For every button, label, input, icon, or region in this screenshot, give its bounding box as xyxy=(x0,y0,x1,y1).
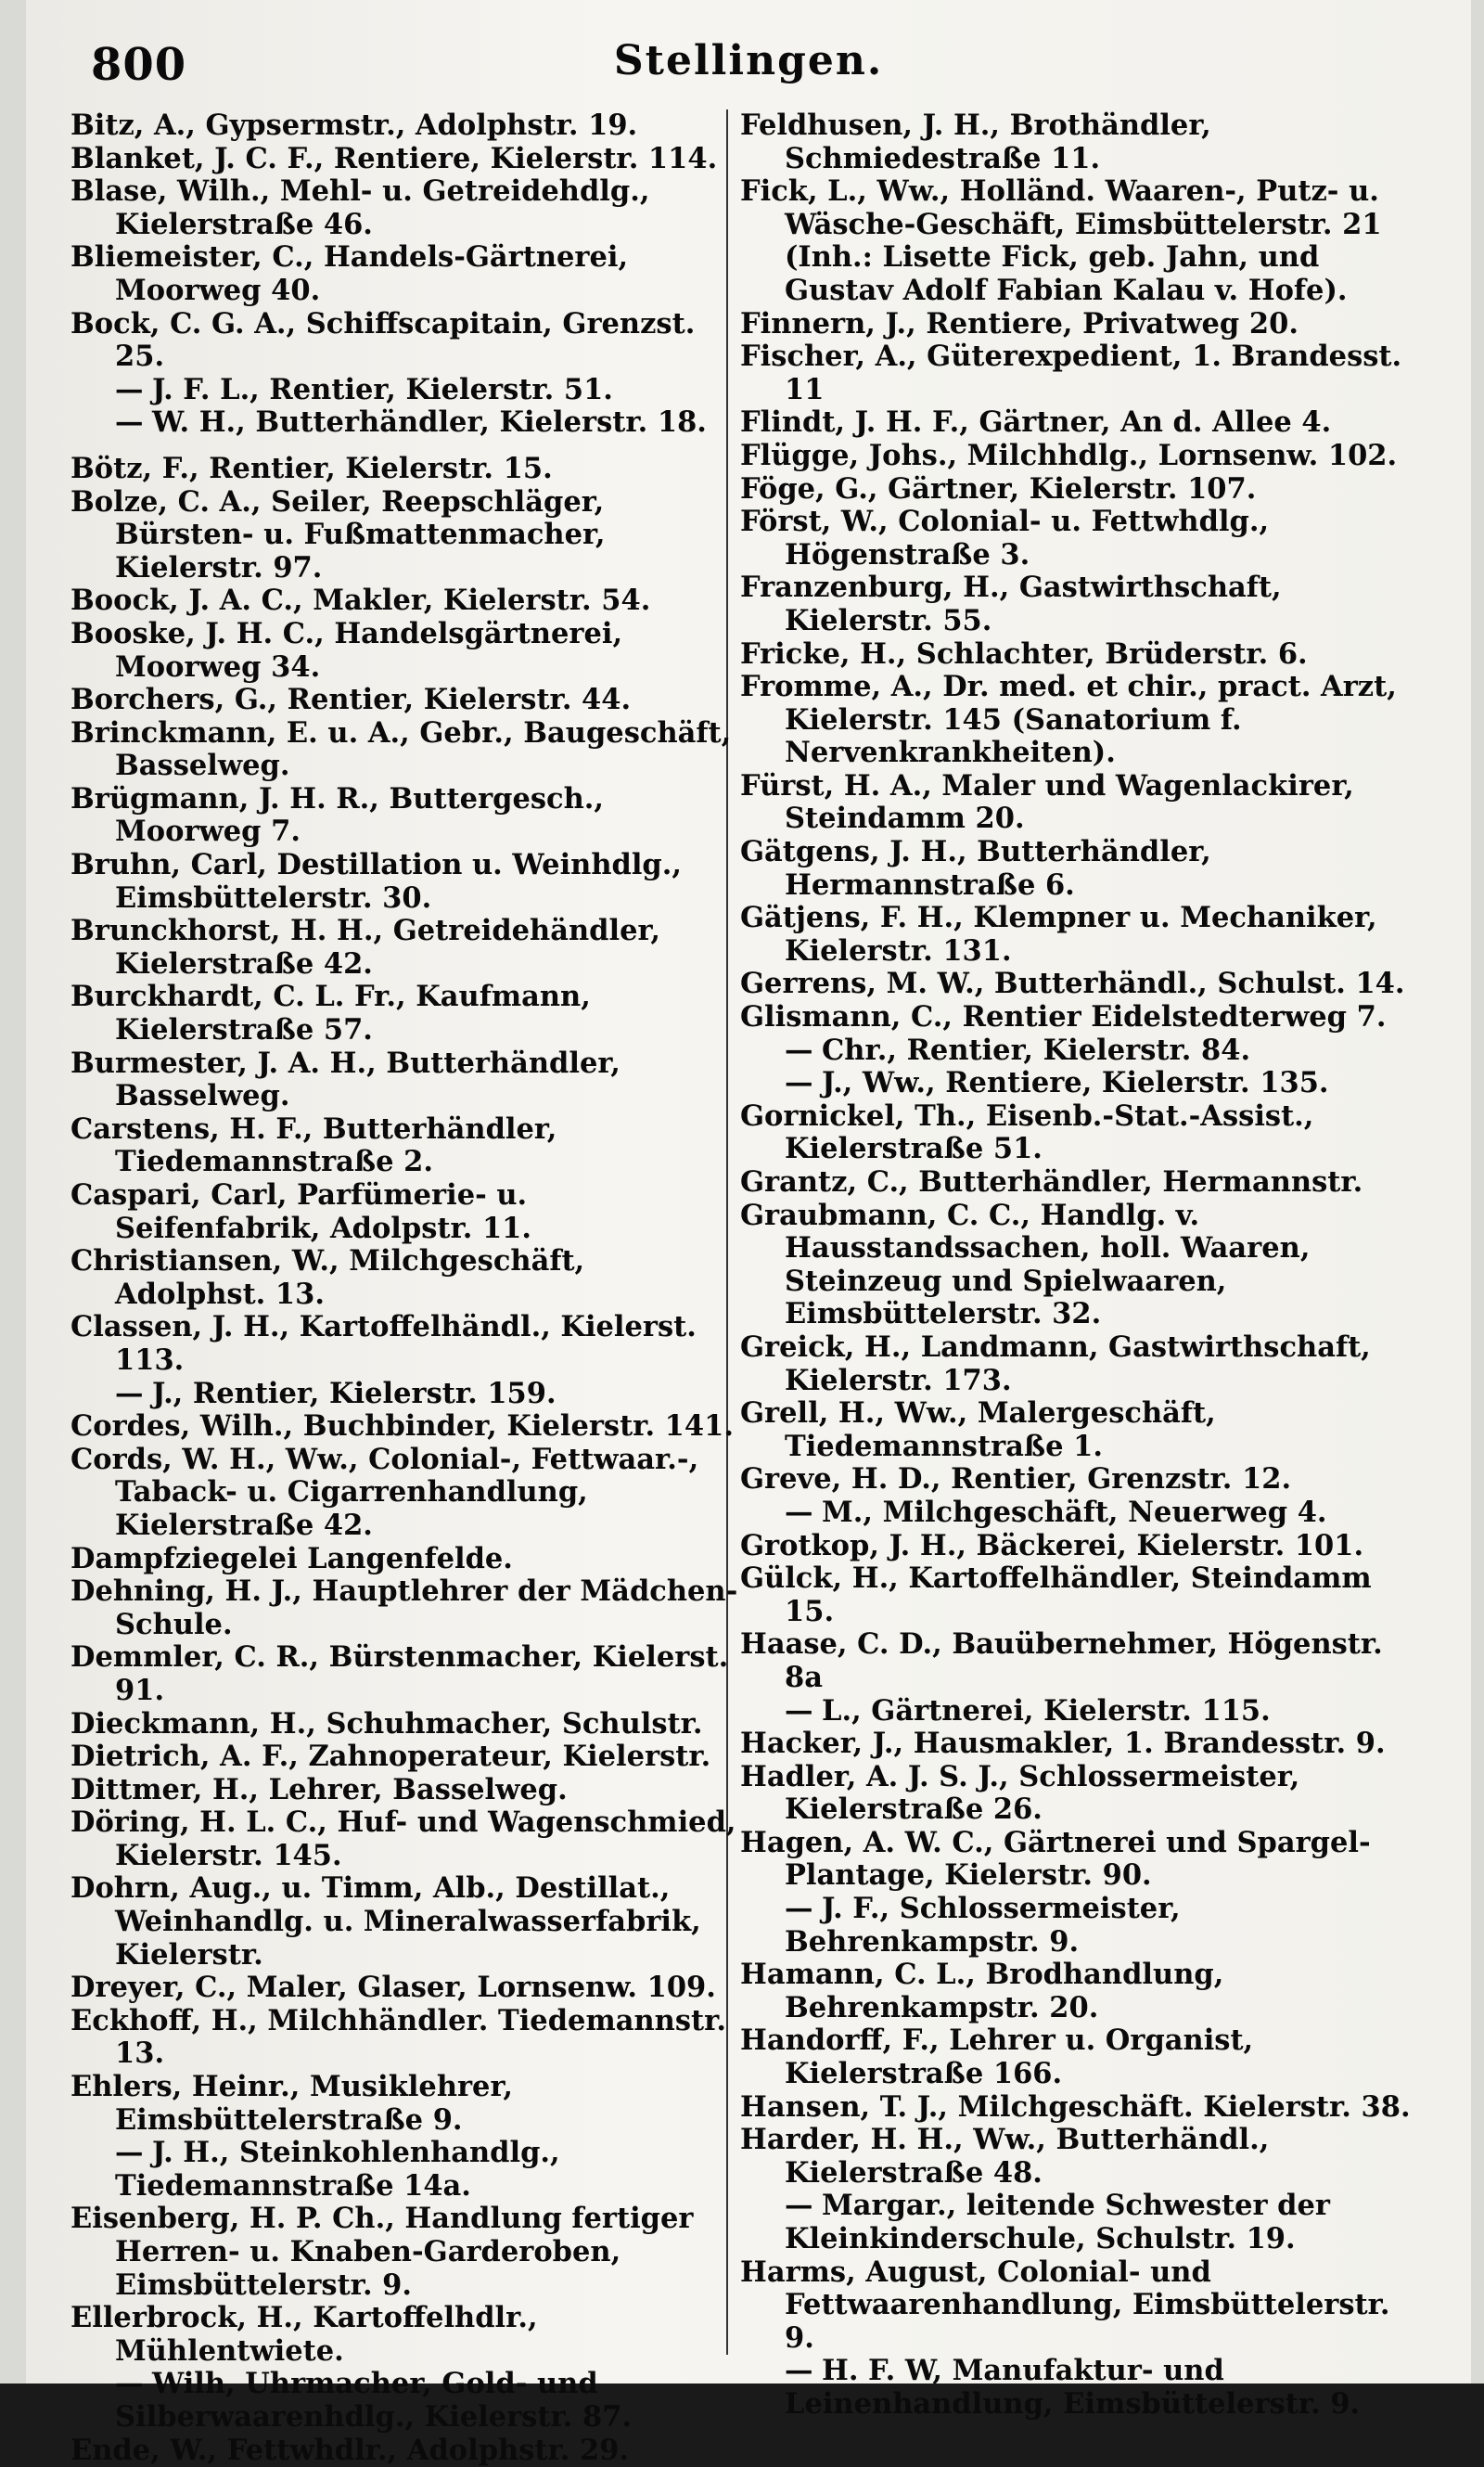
entry-text: Fick, L., Ww., Holländ. Waaren-, Putz- u. Wäsche-Geschäft, Eimsbüttelerstr. 21 (Inh.: Lisette Fick, geb. Jahn, und Gustav Adolf Fabian Kalau v. Hofe). xyxy=(740,174,1382,307)
page-number: 800 xyxy=(91,39,187,91)
entry-text: Gätgens, J. H., Butterhändler, Hermannstraße 6. xyxy=(740,835,1211,902)
entry-text: Hagen, A. W. C., Gärtnerei und Spargel-Plantage, Kielerstr. 90. xyxy=(740,1825,1371,1893)
directory-entry xyxy=(740,1761,1425,1827)
entry-text: Hamann, C. L., Brodhandlung, Behrenkampstr. 20. xyxy=(740,1958,1224,2024)
entry-text: Hansen, T. J., Milchgeschäft. Kielerstr. 38. xyxy=(740,2089,1411,2124)
ditto-dash: — xyxy=(115,2136,144,2170)
entry-text: J. H., Steinkohlenhandlg., Tiedemannstraße 14a. xyxy=(115,2136,560,2203)
entry-text: Blase, Wilh., Mehl- u. Getreidehdlg., Kielerstraße 46. xyxy=(70,174,650,241)
directory-entry xyxy=(740,506,1425,572)
directory-entry xyxy=(740,1562,1425,1628)
directory-entry xyxy=(740,968,1425,1001)
entry-text: Blanket, J. C. F., Rentiere, Kielerstr. 114. xyxy=(70,141,718,175)
directory-entry xyxy=(740,671,1425,770)
entry-text: Gätjens, F. H., Klempner u. Mechaniker, Kielerstr. 131. xyxy=(740,901,1377,968)
directory-entry xyxy=(70,684,738,717)
entry-text: Dohrn, Aug., u. Timm, Alb., Destillat., Weinhandlg. u. Mineralwasserfabrik, Kielerstr. xyxy=(70,1871,701,1972)
entry-text: M., Milchgeschäft, Neuerweg 4. xyxy=(822,1495,1327,1529)
sub-entry xyxy=(740,1893,1425,1959)
directory-entry xyxy=(740,1827,1425,1893)
sub-entry xyxy=(70,2368,738,2434)
entry-text: Classen, J. H., Kartoffelhändl., Kielerst. 113. xyxy=(70,1310,697,1377)
directory-entry xyxy=(740,440,1425,473)
directory-entry xyxy=(740,2091,1425,2125)
sub-entry xyxy=(740,1067,1425,1100)
entry-text: Finnern, J., Rentiere, Privatweg 20. xyxy=(740,306,1298,340)
entry-text: Brügmann, J. H. R., Buttergesch., Moorweg 7. xyxy=(70,781,605,849)
directory-entry xyxy=(70,241,738,307)
entry-text: Boock, J. A. C., Makler, Kielerstr. 54. xyxy=(70,584,651,618)
directory-entry xyxy=(70,1444,738,1543)
directory-entry xyxy=(740,1331,1425,1397)
entry-text: L., Gärtnerei, Kielerstr. 115. xyxy=(822,1693,1271,1728)
directory-entry xyxy=(70,143,738,176)
ditto-dash: — xyxy=(785,1892,813,1926)
directory-entry xyxy=(740,836,1425,902)
entry-text: Harder, H. H., Ww., Butterhändl., Kielerstraße 48. xyxy=(740,2123,1270,2190)
directory-entry xyxy=(70,2071,738,2137)
directory-entry xyxy=(70,486,738,585)
entry-text: Grantz, C., Butterhändler, Hermannstr. xyxy=(740,1165,1363,1199)
directory-entry xyxy=(740,1628,1425,1694)
directory-entry xyxy=(70,1708,738,1741)
directory-entry xyxy=(740,1959,1425,2024)
entry-text: Caspari, Carl, Parfümerie- u. Seifenfabrik, Adolpstr. 11. xyxy=(70,1178,532,1245)
directory-entry xyxy=(70,1872,738,1972)
directory-entry xyxy=(70,783,738,849)
entry-text: Dittmer, H., Lehrer, Basselweg. xyxy=(70,1772,568,1806)
entry-text: Flindt, J. H. F., Gärtner, An d. Allee 4. xyxy=(740,405,1332,440)
entry-text: Bötz, F., Rentier, Kielerstr. 15. xyxy=(70,451,553,485)
directory-entry xyxy=(70,1543,738,1576)
entry-text: Bitz, A., Gypsermstr., Adolphstr. 19. xyxy=(70,109,638,142)
sub-entry xyxy=(740,1695,1425,1728)
directory-entry xyxy=(740,572,1425,637)
directory-entry xyxy=(70,1245,738,1311)
entry-text: Glismann, C., Rentier Eidelstedterweg 7. xyxy=(740,1000,1387,1034)
directory-entry xyxy=(740,1397,1425,1463)
entry-text: Bruhn, Carl, Destillation u. Weinhdlg., Eimsbüttelerstr. 30. xyxy=(70,848,682,915)
sub-entry xyxy=(70,2137,738,2203)
entry-text: Flügge, Johs., Milchhdlg., Lornsenw. 102. xyxy=(740,438,1398,472)
entry-text: Franzenburg, H., Gastwirthschaft, Kielerstr. 55. xyxy=(740,571,1282,637)
entry-text: Graubmann, C. C., Handlg. v. Hausstandssachen, holl. Waaren, Steinzeug und Spielwaaren, Eimsbüttelerstr. 32. xyxy=(740,1198,1311,1331)
ditto-dash: — xyxy=(785,1066,813,1100)
entry-text: Christiansen, W., Milchgeschäft, Adolphst. 13. xyxy=(70,1244,585,1311)
entry-text: Carstens, H. F., Butterhändler, Tiedemannstraße 2. xyxy=(70,1111,557,1179)
entry-text: Burckhardt, C. L. Fr., Kaufmann, Kielerstraße 57. xyxy=(70,980,591,1047)
entry-text: Haase, C. D., Bauübernehmer, Högenstr. 8a xyxy=(740,1627,1383,1694)
entry-text: Först, W., Colonial- u. Fettwhdlg., Högenstraße 3. xyxy=(740,505,1270,572)
entry-text: Dietrich, A. F., Zahnoperateur, Kielerstr. xyxy=(70,1740,711,1774)
directory-entry xyxy=(70,1410,738,1444)
entry-text: Hadler, A. J. S. J., Schlossermeister, Kielerstraße 26. xyxy=(740,1759,1300,1827)
entry-text: Chr., Rentier, Kielerstr. 84. xyxy=(822,1033,1251,1067)
entry-text: Fischer, A., Güterexpedient, 1. Brandesst. 11 xyxy=(740,340,1402,406)
entry-text: Eisenberg, H. P. Ch., Handlung fertiger Herren- u. Knaben-Garderoben, Eimsbüttelerstr. 9. xyxy=(70,2202,694,2302)
directory-entry xyxy=(70,981,738,1047)
directory-entry xyxy=(70,618,738,684)
entry-text: Greick, H., Landmann, Gastwirthschaft, Kielerstr. 173. xyxy=(740,1330,1371,1397)
entry-text: Ehlers, Heinr., Musiklehrer, Eimsbüttelerstraße 9. xyxy=(70,2070,513,2137)
entry-text: Dreyer, C., Maler, Glaser, Lornsenw. 109. xyxy=(70,1971,716,2005)
directory-entry xyxy=(740,109,1425,175)
entry-text: Wilh, Uhrmacher, Gold- und Silberwaarenhdlg., Kielerstr. 87. xyxy=(115,2367,633,2434)
ditto-dash: — xyxy=(785,2354,813,2388)
running-head: Stellingen. xyxy=(613,37,884,84)
left-column xyxy=(70,109,738,2467)
sub-entry xyxy=(740,1497,1425,1530)
directory-entry xyxy=(70,2005,738,2071)
entry-text: J. F., Schlossermeister, Behrenkampstr. 9. xyxy=(785,1892,1181,1959)
entry-text: Brunckhorst, H. H., Getreidehändler, Kielerstraße 42. xyxy=(70,914,660,981)
directory-entry xyxy=(740,2124,1425,2190)
directory-entry xyxy=(740,175,1425,307)
directory-entry xyxy=(740,1166,1425,1200)
directory-entry xyxy=(70,2435,738,2467)
entry-text: W. H., Butterhändler, Kielerstr. 18. xyxy=(152,405,707,440)
directory-entry xyxy=(740,1200,1425,1331)
directory-entry xyxy=(70,1774,738,1807)
directory-entry xyxy=(740,770,1425,836)
directory-entry xyxy=(740,308,1425,341)
entry-text: Feldhusen, J. H., Brothändler, Schmiedestraße 11. xyxy=(740,109,1211,175)
ditto-dash: — xyxy=(115,405,144,440)
entry-text: Grell, H., Ww., Malergeschäft, Tiedemannstraße 1. xyxy=(740,1396,1216,1463)
entry-text: Gülck, H., Kartoffelhändler, Steindamm 15. xyxy=(740,1561,1372,1628)
entry-text: Dehning, H. J., Hauptlehrer der Mädchen-Schule. xyxy=(70,1574,738,1641)
entry-text: Gerrens, M. W., Butterhändl., Schulst. 14. xyxy=(740,967,1405,1001)
directory-entry xyxy=(70,585,738,618)
directory-entry xyxy=(740,2256,1425,2356)
directory-entry xyxy=(740,1001,1425,1034)
entry-text: Harms, August, Colonial- und Fettwaarenhandlung, Eimsbüttelerstr. 9. xyxy=(740,2255,1390,2355)
directory-entry xyxy=(70,1047,738,1113)
directory-entry xyxy=(70,1741,738,1774)
entry-text: Booske, J. H. C., Handelsgärtnerei, Moorweg 34. xyxy=(70,616,623,684)
directory-entry xyxy=(70,717,738,783)
entry-text: Fricke, H., Schlachter, Brüderstr. 6. xyxy=(740,636,1308,671)
directory-entry xyxy=(70,175,738,241)
directory-entry xyxy=(70,2302,738,2368)
entry-text: Dieckmann, H., Schuhmacher, Schulstr. xyxy=(70,1706,703,1741)
directory-entry xyxy=(740,340,1425,406)
entry-text: Bock, C. G. A., Schiffscapitain, Grenzst. 25. xyxy=(70,306,696,374)
entry-text: Bolze, C. A., Seiler, Reepschläger, Bürsten- u. Fußmattenmacher, Kielerstr. 97. xyxy=(70,484,606,585)
right-column xyxy=(740,109,1425,2422)
ditto-dash: — xyxy=(115,1376,144,1410)
entry-text: Föge, G., Gärtner, Kielerstr. 107. xyxy=(740,471,1257,506)
sub-entry xyxy=(740,1034,1425,1068)
entry-text: Gornickel, Th., Eisenb.-Stat.-Assist., Kielerstraße 51. xyxy=(740,1099,1314,1166)
entry-text: Borchers, G., Rentier, Kielerstr. 44. xyxy=(70,683,632,717)
directory-entry xyxy=(740,406,1425,440)
entry-text: Dampfziegelei Langenfelde. xyxy=(70,1541,513,1575)
directory-entry xyxy=(70,308,738,374)
sub-entry xyxy=(740,2355,1425,2421)
entry-text: Demmler, C. R., Bürstenmacher, Kielerst. 91. xyxy=(70,1640,729,1707)
directory-entry xyxy=(740,1728,1425,1761)
entry-text: Ende, W., Fettwhdlr., Adolphstr. 29. xyxy=(70,2433,630,2467)
ditto-dash: — xyxy=(785,1033,813,1067)
entry-text: J. F. L., Rentier, Kielerstr. 51. xyxy=(152,372,613,406)
directory-entry xyxy=(70,1806,738,1872)
entry-text: Cordes, Wilh., Buchbinder, Kielerstr. 141. xyxy=(70,1409,734,1444)
entry-text: J., Ww., Rentiere, Kielerstr. 135. xyxy=(822,1066,1329,1100)
directory-entry xyxy=(740,1530,1425,1563)
entry-text: Grotkop, J. H., Bäckerei, Kielerstr. 101. xyxy=(740,1528,1364,1562)
directory-entry xyxy=(740,473,1425,507)
entry-text: Cords, W. H., Ww., Colonial-, Fettwaar.-, Taback- u. Cigarrenhandlung, Kielerstraße 42. xyxy=(70,1442,699,1542)
entry-text: Ellerbrock, H., Kartoffelhdlr., Mühlentwiete. xyxy=(70,2301,538,2368)
directory-entry xyxy=(70,1641,738,1707)
directory-entry xyxy=(70,849,738,915)
directory-entry xyxy=(70,109,738,143)
entry-text: H. F. W, Manufaktur- und Leinenhandlung, Eimsbüttelerstr. 9. xyxy=(785,2354,1361,2421)
entry-text: J., Rentier, Kielerstr. 159. xyxy=(152,1376,556,1410)
entry-text: Döring, H. L. C., Huf- und Wagenschmied, Kielerstr. 145. xyxy=(70,1805,736,1872)
entry-text: Fromme, A., Dr. med. et chir., pract. Arzt, Kielerstr. 145 (Sanatorium f. Nervenkrankheiten). xyxy=(740,670,1397,770)
directory-entry xyxy=(740,1463,1425,1497)
directory-entry xyxy=(70,2203,738,2302)
entry-text: Margar., leitende Schwester der Kleinkinderschule, Schulstr. 19. xyxy=(785,2189,1330,2255)
directory-entry xyxy=(70,453,738,486)
directory-entry xyxy=(70,1311,738,1377)
ditto-dash: — xyxy=(115,372,144,406)
sub-entry xyxy=(70,374,738,407)
directory-entry xyxy=(70,1575,738,1641)
entry-text: Handorff, F., Lehrer u. Organist, Kielerstraße 166. xyxy=(740,2024,1254,2091)
directory-entry xyxy=(70,1972,738,2005)
ditto-dash: — xyxy=(115,2367,144,2401)
directory-entry xyxy=(740,2024,1425,2090)
entry-text: Burmester, J. A. H., Butterhändler, Basselweg. xyxy=(70,1046,620,1113)
directory-entry xyxy=(70,915,738,981)
directory-entry xyxy=(70,1113,738,1179)
entry-text: Bliemeister, C., Handels-Gärtnerei, Moorweg 40. xyxy=(70,240,629,307)
ditto-dash: — xyxy=(785,2189,813,2223)
entry-text: Eckhoff, H., Milchhändler. Tiedemannstr. 13. xyxy=(70,2003,726,2071)
entry-text: Brinckmann, E. u. A., Gebr., Baugeschäft, Basselweg. xyxy=(70,715,732,783)
directory-entry xyxy=(740,902,1425,968)
entry-text: Hacker, J., Hausmakler, 1. Brandesstr. 9. xyxy=(740,1727,1386,1761)
ditto-dash: — xyxy=(785,1495,813,1529)
entry-text: Greve, H. D., Rentier, Grenzstr. 12. xyxy=(740,1462,1292,1497)
directory-entry xyxy=(70,1179,738,1245)
sub-entry xyxy=(70,406,738,440)
ditto-dash: — xyxy=(785,1693,813,1728)
sub-entry xyxy=(70,1378,738,1411)
entry-text: Fürst, H. A., Maler und Wagenlackirer, Steindamm 20. xyxy=(740,768,1354,836)
sub-entry xyxy=(740,2190,1425,2255)
directory-entry xyxy=(740,638,1425,672)
directory-entry xyxy=(740,1100,1425,1166)
